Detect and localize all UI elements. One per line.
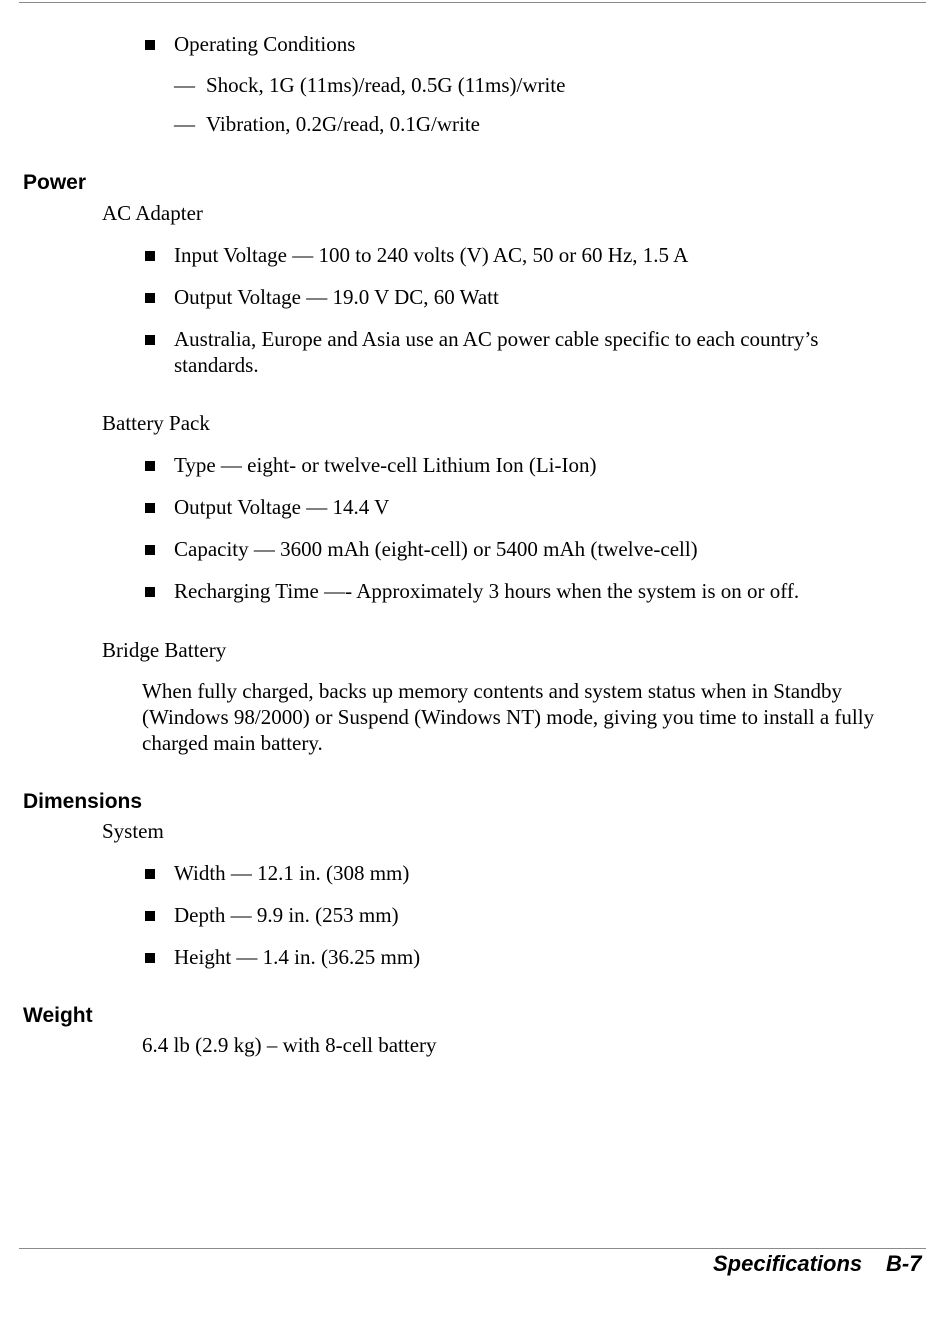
bullet-marker bbox=[145, 293, 155, 303]
bullet-marker bbox=[145, 40, 155, 50]
output-voltage-item: Output Voltage — 19.0 V DC, 60 Watt bbox=[174, 285, 499, 309]
bullet-marker bbox=[145, 545, 155, 555]
bullet-marker bbox=[145, 869, 155, 879]
weight-heading: Weight bbox=[23, 1004, 93, 1027]
weight-value: 6.4 lb (2.9 kg) – with 8-cell battery bbox=[142, 1033, 437, 1057]
width-item: Width — 12.1 in. (308 mm) bbox=[174, 861, 410, 885]
operating-conditions-item: Operating Conditions bbox=[174, 32, 356, 56]
bridge-battery-description: When fully charged, backs up memory contents and system status when in Standby (Windows 98/2000) or Suspend (Windows NT) mode, giving you time to install a fully charged main battery. bbox=[142, 679, 875, 755]
bullet-marker bbox=[145, 953, 155, 963]
bullet-marker bbox=[145, 587, 155, 597]
power-heading: Power bbox=[23, 171, 87, 194]
bullet-marker bbox=[145, 335, 155, 345]
input-voltage-item: Input Voltage — 100 to 240 volts (V) AC, 50 or 60 Hz, 1.5 A bbox=[174, 243, 689, 267]
footer-rule bbox=[19, 1248, 926, 1249]
bullet-marker bbox=[145, 911, 155, 921]
dimensions-heading: Dimensions bbox=[23, 790, 143, 813]
recharging-time-item: Recharging Time —- Approximately 3 hours when the system is on or off. bbox=[174, 579, 800, 603]
top-rule bbox=[19, 2, 926, 3]
system-label: System bbox=[102, 819, 164, 843]
shock-spec: Shock, 1G (11ms)/read, 0.5G (11ms)/write bbox=[206, 73, 566, 97]
battery-capacity-item: Capacity — 3600 mAh (eight-cell) or 5400 mAh (twelve-cell) bbox=[174, 537, 698, 561]
bullet-marker bbox=[145, 503, 155, 513]
depth-item: Depth — 9.9 in. (253 mm) bbox=[174, 903, 399, 927]
power-cable-item: Australia, Europe and Asia use an AC power cable specific to each country’s standards. bbox=[174, 327, 819, 377]
dash-marker: — bbox=[174, 112, 195, 136]
footer-section-title: Specifications bbox=[713, 1251, 863, 1276]
battery-output-voltage-item: Output Voltage — 14.4 V bbox=[174, 495, 390, 519]
bullet-marker bbox=[145, 461, 155, 471]
ac-adapter-label: AC Adapter bbox=[102, 201, 203, 225]
battery-type-item: Type — eight- or twelve-cell Lithium Ion (Li-Ion) bbox=[174, 453, 597, 477]
height-item: Height — 1.4 in. (36.25 mm) bbox=[174, 945, 421, 969]
bullet-marker bbox=[145, 251, 155, 261]
dash-marker: — bbox=[174, 73, 195, 97]
page-number: B-7 bbox=[886, 1251, 922, 1276]
vibration-spec: Vibration, 0.2G/read, 0.1G/write bbox=[206, 112, 481, 136]
battery-pack-label: Battery Pack bbox=[102, 411, 210, 435]
bridge-battery-label: Bridge Battery bbox=[102, 638, 227, 662]
